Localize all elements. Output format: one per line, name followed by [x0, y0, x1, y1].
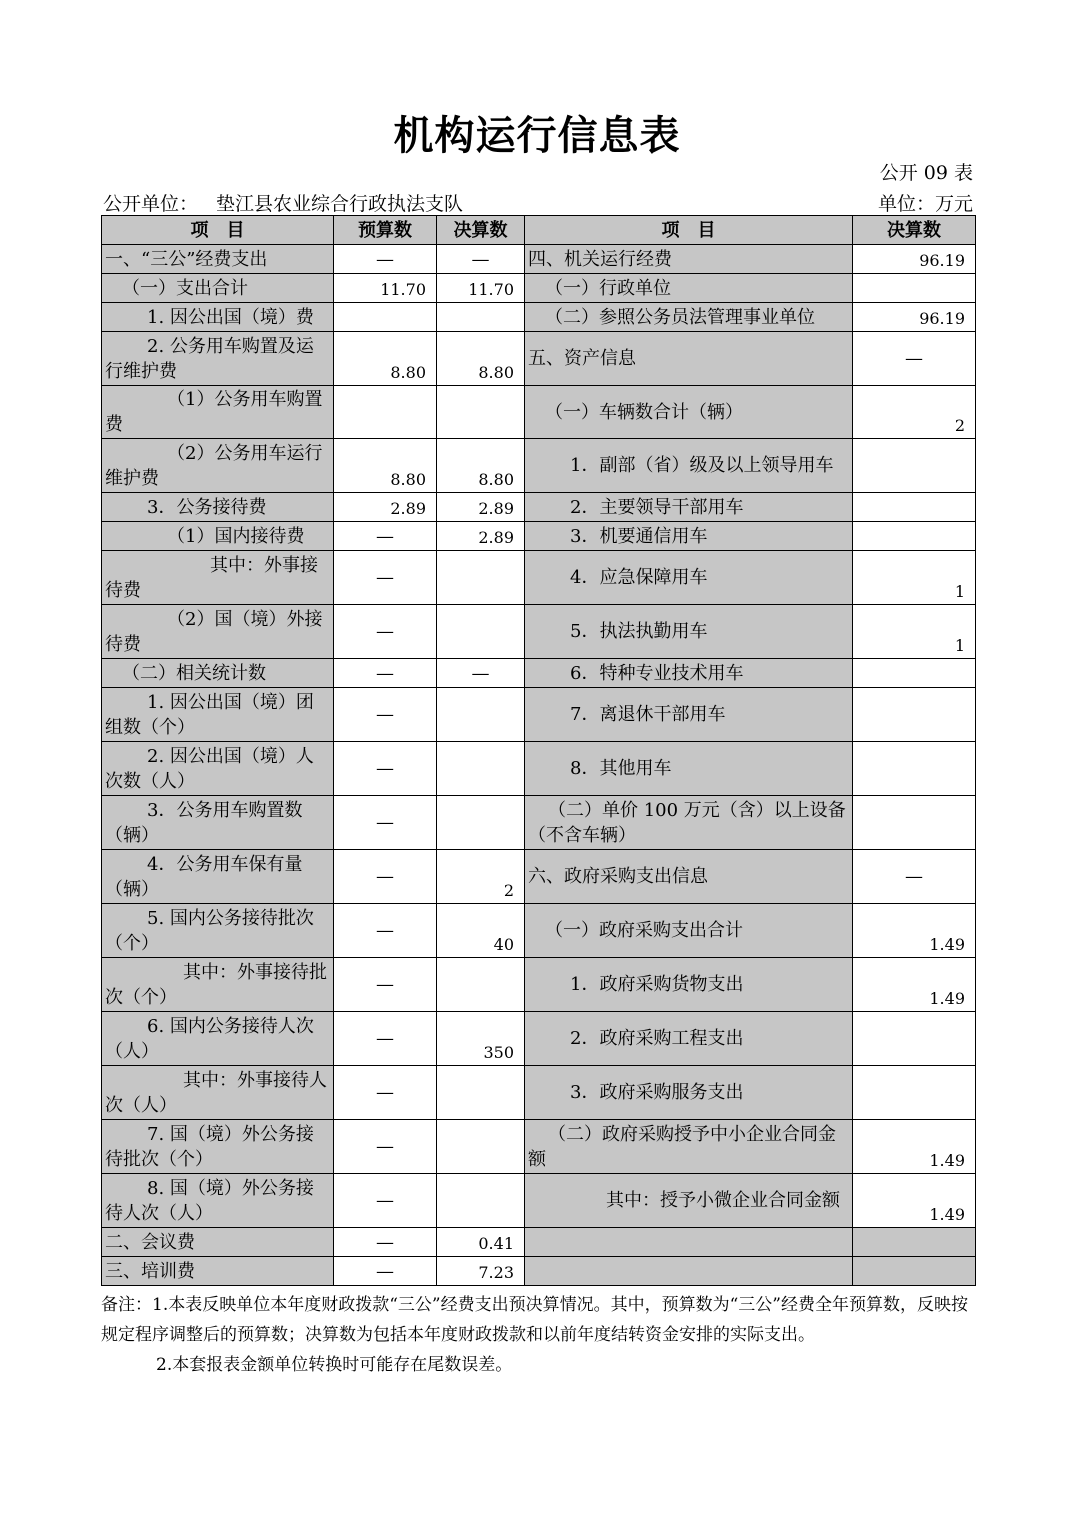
left-label: 1. 因公出国（境）团组数（个） [102, 688, 334, 742]
table-row [102, 958, 976, 1012]
notes [101, 1290, 979, 1380]
right-final [853, 796, 976, 850]
left-budget: — [334, 605, 437, 659]
reporting-unit-label: 公开单位： [103, 193, 199, 215]
right-final: 1.49 [853, 958, 976, 1012]
table-row [102, 742, 976, 796]
left-final: 8.80 [437, 439, 525, 493]
left-label: 三、培训费 [102, 1257, 334, 1286]
left-label: 5. 国内公务接待批次（个） [102, 904, 334, 958]
right-label: 2．政府采购工程支出 [525, 1012, 853, 1066]
right-label: 六、政府采购支出信息 [525, 850, 853, 904]
right-final [853, 522, 976, 551]
left-final [437, 958, 525, 1012]
right-label: （二）政府采购授予中小企业合同金额 [525, 1120, 853, 1174]
reporting-unit-name: 垫江县农业综合行政执法支队 [216, 193, 464, 215]
header-item-right: 项 目 [525, 216, 853, 245]
left-final: 350 [437, 1012, 525, 1066]
right-final [853, 493, 976, 522]
table-row [102, 1228, 976, 1257]
table-row [102, 1120, 976, 1174]
left-budget: — [334, 958, 437, 1012]
left-label: （2）国（境）外接待费 [102, 605, 334, 659]
table-row [102, 1012, 976, 1066]
right-label: 五、资产信息 [525, 332, 853, 386]
right-final: 1.49 [853, 904, 976, 958]
left-final: 0.41 [437, 1228, 525, 1257]
right-label: 5．执法执勤用车 [525, 605, 853, 659]
left-label: （1）公务用车购置费 [102, 386, 334, 439]
left-budget: — [334, 796, 437, 850]
right-label: 1．政府采购货物支出 [525, 958, 853, 1012]
right-final [853, 659, 976, 688]
right-final: 1.49 [853, 1174, 976, 1228]
left-final: 8.80 [437, 332, 525, 386]
table-row [102, 688, 976, 742]
left-budget: — [334, 1066, 437, 1120]
right-final: 1 [853, 605, 976, 659]
left-final [437, 303, 525, 332]
right-final [853, 1257, 976, 1286]
right-final: — [853, 850, 976, 904]
left-final: 2.89 [437, 522, 525, 551]
right-final [853, 1066, 976, 1120]
right-label [525, 1257, 853, 1286]
left-final: 11.70 [437, 274, 525, 303]
table-row [102, 1257, 976, 1286]
left-budget [334, 303, 437, 332]
right-label: 四、机关运行经费 [525, 245, 853, 274]
left-budget: — [334, 850, 437, 904]
left-budget [334, 386, 437, 439]
right-final: 1.49 [853, 1120, 976, 1174]
left-final [437, 1066, 525, 1120]
right-final: 1 [853, 551, 976, 605]
left-budget: — [334, 1257, 437, 1286]
left-budget: — [334, 245, 437, 274]
left-budget: — [334, 1012, 437, 1066]
left-label: 其中：外事接待批次（个） [102, 958, 334, 1012]
right-label: 1．副部（省）级及以上领导用车 [525, 439, 853, 493]
table-row [102, 522, 976, 551]
left-label: 2. 因公出国（境）人次数（人） [102, 742, 334, 796]
left-final [437, 605, 525, 659]
left-budget: — [334, 1120, 437, 1174]
right-label [525, 1228, 853, 1257]
left-budget: — [334, 742, 437, 796]
right-label: 其中：授予小微企业合同金额 [525, 1174, 853, 1228]
table-row [102, 1174, 976, 1228]
left-label: 二、会议费 [102, 1228, 334, 1257]
table-header [102, 216, 976, 245]
header-budget: 预算数 [334, 216, 437, 245]
left-final: 2.89 [437, 493, 525, 522]
table-row [102, 904, 976, 958]
right-final: 96.19 [853, 303, 976, 332]
left-final [437, 1120, 525, 1174]
left-budget: 11.70 [334, 274, 437, 303]
right-label: （二）单价 100 万元（含）以上设备（不含车辆） [525, 796, 853, 850]
table-row [102, 551, 976, 605]
table-row [102, 605, 976, 659]
table-row [102, 493, 976, 522]
table-row [102, 1066, 976, 1120]
table-row [102, 303, 976, 332]
left-label: 6. 国内公务接待人次（人） [102, 1012, 334, 1066]
left-label: （1）国内接待费 [102, 522, 334, 551]
right-label: 3．机要通信用车 [525, 522, 853, 551]
right-label: （一）行政单位 [525, 274, 853, 303]
right-final: 96.19 [853, 245, 976, 274]
left-final: 2 [437, 850, 525, 904]
table-row [102, 245, 976, 274]
right-final [853, 439, 976, 493]
note-1: 备注：1.本表反映单位本年度财政拨款“三公”经费支出预决算情况。其中，预算数为“三公”经费全年预算数，反映按规定程序调整后的预算数；决算数为包括本年度财政拨款和以前年度结转资金安排的实际支出。 [101, 1295, 968, 1345]
right-label: 3．政府采购服务支出 [525, 1066, 853, 1120]
left-final [437, 688, 525, 742]
reporting-unit [103, 189, 463, 216]
left-final [437, 551, 525, 605]
right-label: 6．特种专业技术用车 [525, 659, 853, 688]
left-budget: — [334, 551, 437, 605]
table-row [102, 274, 976, 303]
left-budget: — [334, 522, 437, 551]
left-label: 4．公务用车保有量（辆） [102, 850, 334, 904]
left-final: — [437, 659, 525, 688]
header-final: 决算数 [437, 216, 525, 245]
left-label: 一、“三公”经费支出 [102, 245, 334, 274]
table-row [102, 796, 976, 850]
currency-unit: 单位：万元 [877, 193, 973, 215]
left-budget: — [334, 1228, 437, 1257]
table-row [102, 659, 976, 688]
left-budget: — [334, 688, 437, 742]
left-label: 2. 公务用车购置及运行维护费 [102, 332, 334, 386]
left-label: 3．公务接待费 [102, 493, 334, 522]
header-item-left: 项 目 [102, 216, 334, 245]
left-label: 7. 国（境）外公务接待批次（个） [102, 1120, 334, 1174]
right-final [853, 688, 976, 742]
right-label: （一）政府采购支出合计 [525, 904, 853, 958]
left-label: 1. 因公出国（境）费 [102, 303, 334, 332]
left-label: （一）支出合计 [102, 274, 334, 303]
left-label: （二）相关统计数 [102, 659, 334, 688]
left-label: 其中：外事接待人次（人） [102, 1066, 334, 1120]
left-budget: 8.80 [334, 332, 437, 386]
note-2: 2.本套报表金额单位转换时可能存在尾数误差。 [156, 1355, 513, 1375]
left-budget: — [334, 1174, 437, 1228]
right-label: 2．主要领导干部用车 [525, 493, 853, 522]
left-final: 40 [437, 904, 525, 958]
right-label: 7．离退休干部用车 [525, 688, 853, 742]
info-table [101, 215, 976, 1286]
left-budget: — [334, 659, 437, 688]
right-label: （一）车辆数合计（辆） [525, 386, 853, 439]
right-label: （二）参照公务员法管理事业单位 [525, 303, 853, 332]
table-row [102, 850, 976, 904]
left-label: 3．公务用车购置数（辆） [102, 796, 334, 850]
left-label: 8. 国（境）外公务接待人次（人） [102, 1174, 334, 1228]
left-budget: — [334, 904, 437, 958]
right-final [853, 742, 976, 796]
right-final [853, 1012, 976, 1066]
right-final: 2 [853, 386, 976, 439]
form-number: 公开 09 表 [879, 162, 973, 184]
header-final-right: 决算数 [853, 216, 976, 245]
left-label: （2）公务用车运行维护费 [102, 439, 334, 493]
right-final [853, 1228, 976, 1257]
left-budget: 8.80 [334, 439, 437, 493]
table-row [102, 439, 976, 493]
right-label: 4．应急保障用车 [525, 551, 853, 605]
left-final: — [437, 245, 525, 274]
right-final [853, 274, 976, 303]
left-final [437, 796, 525, 850]
left-label: 其中：外事接待费 [102, 551, 334, 605]
right-label: 8．其他用车 [525, 742, 853, 796]
table-row [102, 386, 976, 439]
left-final [437, 1174, 525, 1228]
table-row [102, 332, 976, 386]
page-title: 机构运行信息表 [393, 112, 681, 159]
right-final: — [853, 332, 976, 386]
left-budget: 2.89 [334, 493, 437, 522]
left-final [437, 386, 525, 439]
left-final: 7.23 [437, 1257, 525, 1286]
left-final [437, 742, 525, 796]
